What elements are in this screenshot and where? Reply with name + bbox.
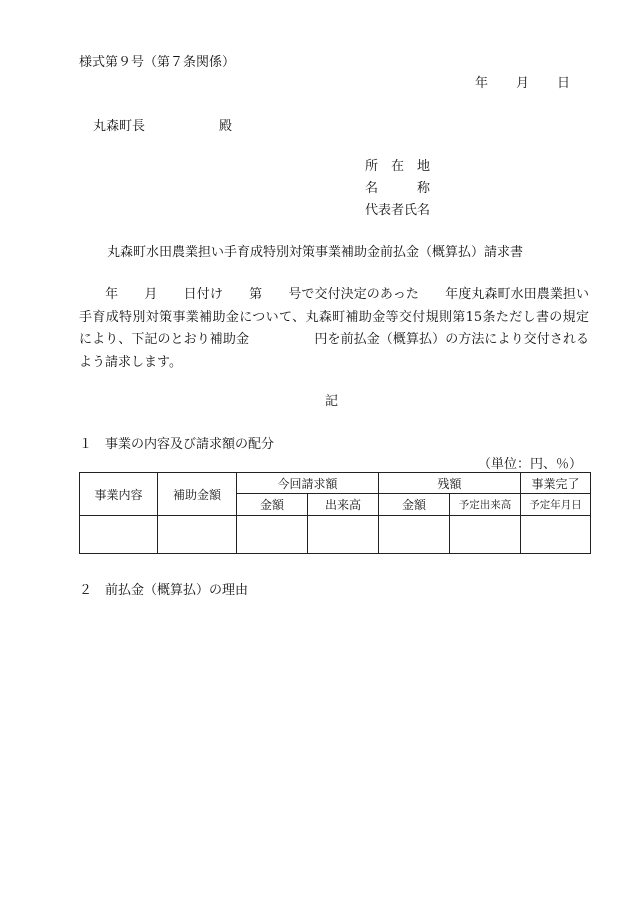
address-label: 所 在 地 [365, 159, 431, 174]
header-content: 事業内容 [80, 473, 158, 516]
name-label: 名 称 [365, 181, 431, 196]
representative-label: 代表者氏名 [365, 203, 431, 218]
request-body-text: 年 月 日付け 第 号で交付決定のあった 年度丸森町水田農業担い手育成特別対策事業補助金について、丸森町補助金等交付規則第15条ただし書の規定により、下記のとおり補助金 円を前払金（概算払）の方法により交付されるよう請求します。 [79, 287, 589, 370]
cell-content[interactable] [80, 516, 158, 554]
header-completion-bottom: 予定年月日 [521, 494, 591, 516]
addressee-honorific: 殿 [219, 119, 233, 134]
header-remaining: 残額 [379, 473, 521, 494]
date-year: 年 [475, 76, 489, 91]
header-current-request: 今回請求額 [237, 473, 379, 494]
date-line [475, 72, 570, 91]
cell-amount-remaining[interactable] [379, 516, 450, 554]
allocation-table [79, 472, 591, 554]
header-planned-progress: 予定出来高 [450, 494, 521, 516]
header-progress: 出来高 [308, 494, 379, 516]
ki-marker: 記 [324, 394, 338, 409]
cell-subsidy[interactable] [158, 516, 237, 554]
addressee-name: 丸森町長 [93, 119, 146, 134]
date-month: 月 [516, 76, 530, 91]
addressee [93, 115, 232, 134]
cell-amount[interactable] [237, 516, 308, 554]
table-row [80, 516, 591, 554]
section2-heading: ２ 前払金（概算払）の理由 [79, 583, 249, 598]
cell-completion-date[interactable] [521, 516, 591, 554]
header-amount: 金額 [237, 494, 308, 516]
form-number: 様式第９号（第７条関係） [79, 55, 236, 70]
header-amount-remaining: 金額 [379, 494, 450, 516]
date-day: 日 [557, 76, 571, 91]
unit-note: （単位：円、％） [478, 457, 583, 472]
cell-progress[interactable] [308, 516, 379, 554]
section1-heading: １ 事業の内容及び請求額の配分 [79, 437, 275, 452]
header-subsidy: 補助金額 [158, 473, 237, 516]
cell-planned-progress[interactable] [450, 516, 521, 554]
header-completion-top: 事業完了 [521, 473, 591, 494]
applicant-block [365, 156, 430, 222]
document-title: 丸森町水田農業担い手育成特別対策事業補助金前払金（概算払）請求書 [106, 245, 523, 260]
